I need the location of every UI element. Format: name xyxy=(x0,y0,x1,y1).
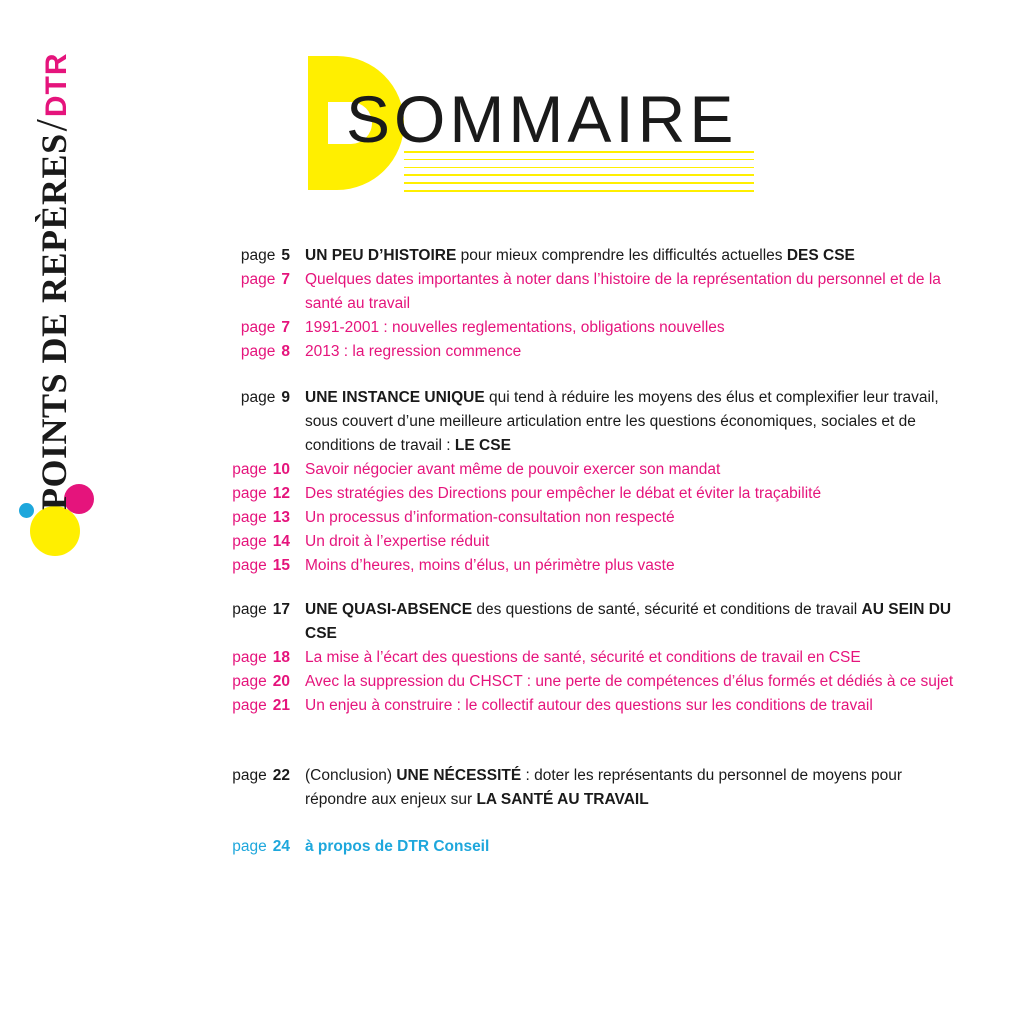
toc-page-number: 22 xyxy=(272,767,290,784)
toc-page-number: 5 xyxy=(281,247,290,264)
toc-entry-text xyxy=(305,530,955,554)
toc-page-word: page xyxy=(240,343,276,360)
toc-entry-plain-text: Un enjeu à construire : le collectif autour des questions sur les conditions de travail xyxy=(305,697,873,714)
toc-page-label xyxy=(0,482,290,506)
toc-entry-text xyxy=(305,316,955,340)
toc-entry-plain-text: : doter les représentants du personnel de moyens pour répondre aux enjeux sur xyxy=(305,767,903,808)
toc-page-label xyxy=(0,694,290,718)
toc-page-word: page xyxy=(240,247,276,264)
toc-page-word: page xyxy=(240,389,276,406)
toc-entry-bold-text: UNE QUASI-ABSENCE xyxy=(305,601,473,618)
toc-entry-plain-text: des questions de santé, sécurité et conditions de travail xyxy=(472,601,862,618)
toc-entry-text xyxy=(305,694,955,718)
toc-page-label xyxy=(0,598,290,622)
toc-page-label xyxy=(0,244,290,268)
toc-page-word: page xyxy=(240,319,276,336)
toc-entry-plain-text: pour mieux comprendre les difficultés actuelles xyxy=(456,247,787,264)
toc-page-label xyxy=(0,316,290,340)
toc-page-word: page xyxy=(232,649,267,666)
toc-entry-plain-text: 2013 : la regression commence xyxy=(305,343,522,360)
toc-page-number: 10 xyxy=(272,461,290,478)
toc-page-word: page xyxy=(232,767,267,784)
toc-page-number: 9 xyxy=(281,389,290,406)
toc-entry-text xyxy=(305,506,955,530)
page-title-block xyxy=(308,56,768,196)
toc-entry-bold-text: UNE NÉCESSITÉ xyxy=(396,767,522,784)
toc-page-number: 20 xyxy=(272,673,290,690)
toc-page-word: page xyxy=(232,533,267,550)
toc-page-label xyxy=(0,268,290,292)
toc-page-label xyxy=(0,340,290,364)
toc-page-number: 7 xyxy=(281,271,290,288)
toc-entry-text xyxy=(305,340,955,364)
toc-page-number: 18 xyxy=(272,649,290,666)
toc-page-number: 8 xyxy=(281,343,290,360)
toc-page-number: 13 xyxy=(272,509,290,526)
toc-page-word: page xyxy=(232,673,267,690)
toc-page-word: page xyxy=(232,601,267,618)
side-title-slash: / xyxy=(27,119,76,132)
toc-entry-text xyxy=(305,764,955,812)
toc-page-label xyxy=(0,764,290,788)
toc-entry-plain-text: Avec la suppression du CHSCT : une perte de compétences d’élus formés et dédiés à ce sujet xyxy=(305,673,954,690)
toc-entry-text xyxy=(305,482,955,506)
toc-page-word: page xyxy=(232,838,267,855)
toc-entry-text xyxy=(305,244,955,268)
toc-entry-plain-text: 1991-2001 : nouvelles reglementations, obligations nouvelles xyxy=(305,319,725,336)
toc-page-label xyxy=(0,506,290,530)
toc-entry-plain-text: Quelques dates importantes à noter dans l’histoire de la représentation du personnel et de la santé au travail xyxy=(305,271,941,312)
title-stripes-icon xyxy=(404,151,754,191)
toc-page-number: 17 xyxy=(272,601,290,618)
toc-entry-plain-text: Moins d’heures, moins d’élus, un périmètre plus vaste xyxy=(305,557,675,574)
toc-entry-text xyxy=(305,646,955,670)
toc-page-label xyxy=(0,386,290,410)
toc-page-label xyxy=(0,554,290,578)
toc-page-word: page xyxy=(232,509,267,526)
toc-entry-text xyxy=(305,268,955,316)
toc-entry-text xyxy=(305,670,955,694)
toc-page-label xyxy=(0,670,290,694)
toc-entry-plain-text: Un droit à l’expertise réduit xyxy=(305,533,490,550)
toc-entry-bold-text: DES CSE xyxy=(786,247,855,264)
toc-entry-text xyxy=(305,835,955,859)
toc-page-label xyxy=(0,835,290,859)
side-title-dtr: DTR xyxy=(40,52,73,118)
toc-page-number: 14 xyxy=(272,533,290,550)
toc-page-label xyxy=(0,646,290,670)
toc-page-number: 7 xyxy=(281,319,290,336)
toc-page-number: 12 xyxy=(272,485,290,502)
toc-page-number: 21 xyxy=(272,697,290,714)
toc-entry-bold-text: AU SEIN DU CSE xyxy=(305,601,952,642)
page-title: SOMMAIRE xyxy=(346,82,738,156)
toc-page-word: page xyxy=(240,271,276,288)
toc-entry-plain-text: La mise à l’écart des questions de santé, sécurité et conditions de travail en CSE xyxy=(305,649,861,666)
toc-entry-bold-text: UNE INSTANCE UNIQUE xyxy=(305,389,485,406)
toc-page-word: page xyxy=(232,461,267,478)
toc-entry-plain-text: Savoir négocier avant même de pouvoir exercer son mandat xyxy=(305,461,721,478)
toc-page-number: 15 xyxy=(272,557,290,574)
toc-entry-bold-text: LA SANTÉ AU TRAVAIL xyxy=(476,791,649,808)
toc-entry-bold-text: UN PEU D’HISTOIRE xyxy=(305,247,457,264)
toc-entry-plain-text: (Conclusion) xyxy=(305,767,397,784)
toc-entry-bold-text: à propos de DTR Conseil xyxy=(305,838,490,855)
toc-page-label xyxy=(0,458,290,482)
toc-entry-text xyxy=(305,598,955,646)
side-title-points-de-reperes: POINTS DE REPÈRES xyxy=(34,133,74,510)
toc-entry-text xyxy=(305,554,955,578)
toc-entry-plain-text: Un processus d’information-consultation non respecté xyxy=(305,509,675,526)
toc-page-label xyxy=(0,530,290,554)
toc-entry-bold-text: LE CSE xyxy=(454,437,511,454)
toc-entry-text xyxy=(305,386,955,458)
toc-entry-text xyxy=(305,458,955,482)
toc-entry-plain-text: Des stratégies des Directions pour empêcher le débat et éviter la traçabilité xyxy=(305,485,822,502)
toc-page-word: page xyxy=(232,485,267,502)
toc-page-word: page xyxy=(232,557,267,574)
toc-entry-plain-text: qui tend à réduire les moyens des élus et complexifier leur travail, sous couvert d’une meilleure articulation entre les questions économiques, sociales et de conditions de travail : xyxy=(305,389,939,454)
toc-page-number: 24 xyxy=(272,838,290,855)
toc-page-word: page xyxy=(232,697,267,714)
